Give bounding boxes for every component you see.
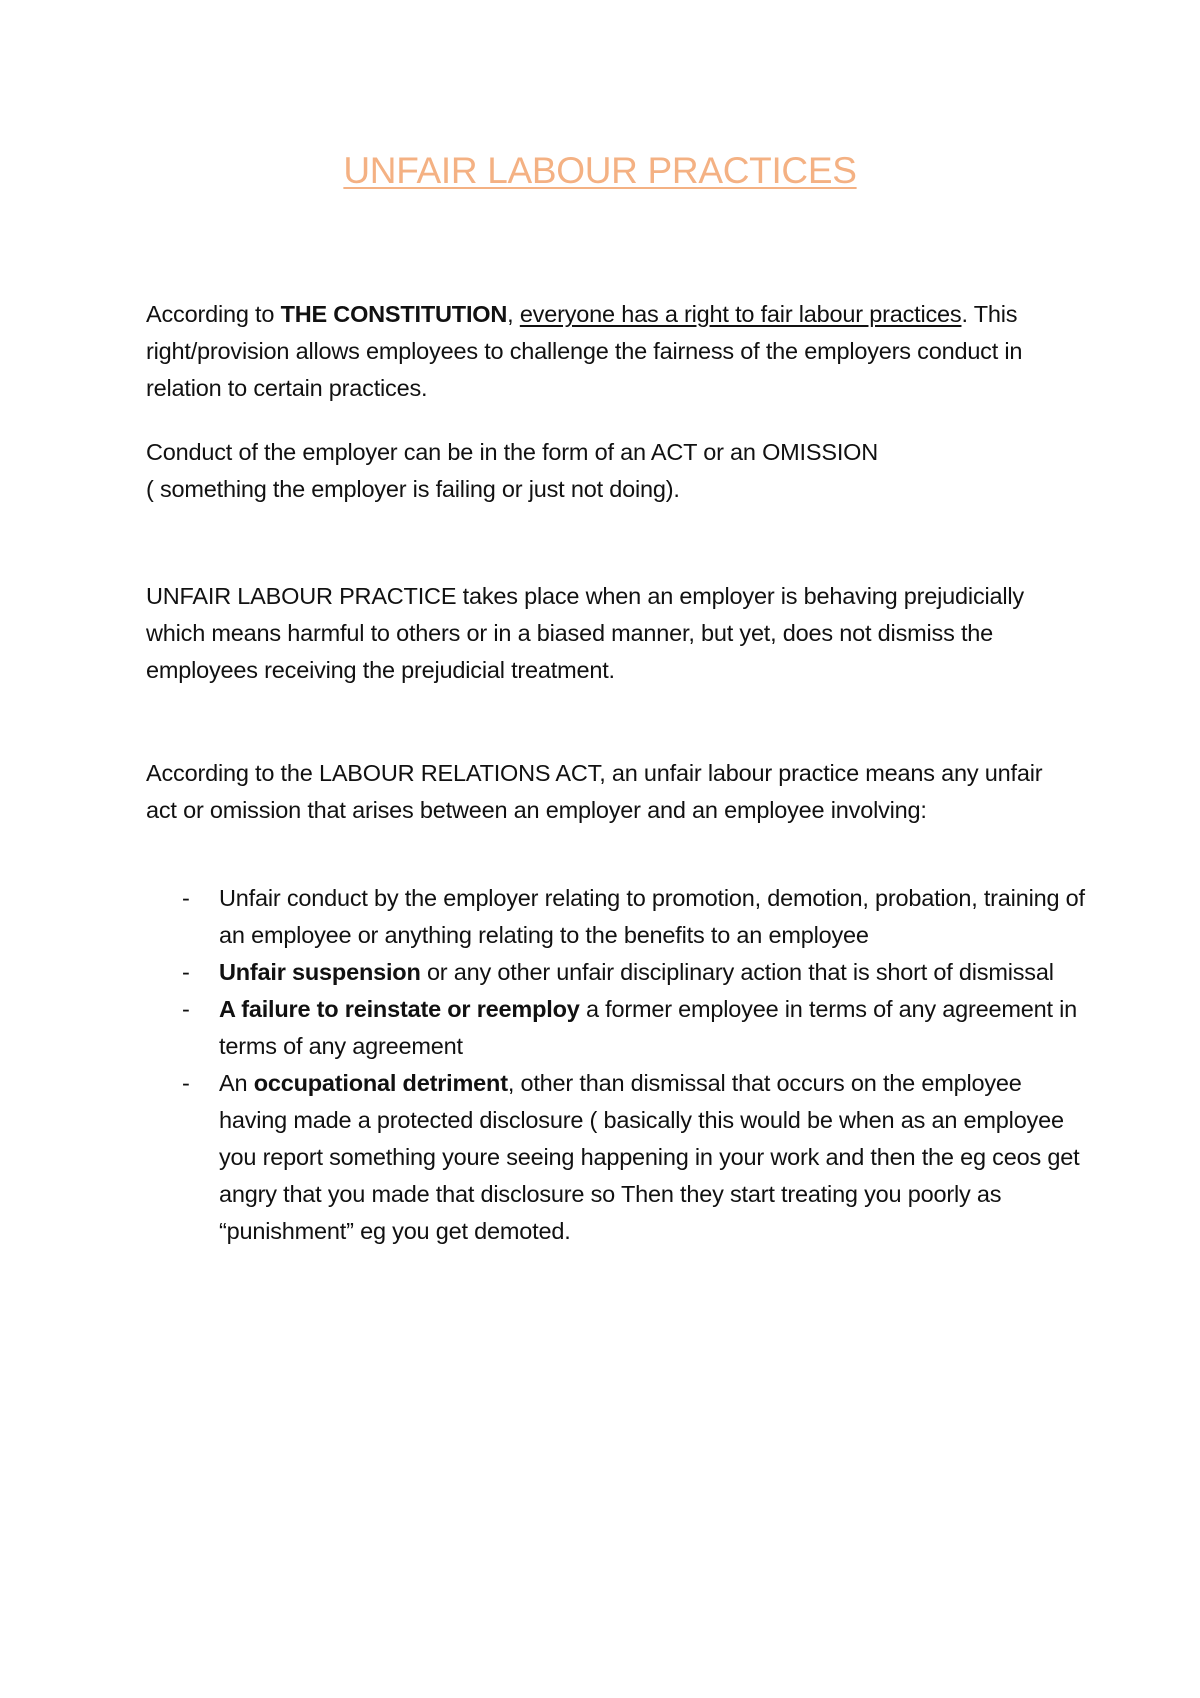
- bullet-dash: -: [182, 959, 190, 985]
- bullet-dash: -: [182, 996, 190, 1022]
- bullet-dash: -: [182, 885, 190, 911]
- list-item-text: , other than dismissal that occurs on the employee having made a protected disclosure ( basically this would be when as an employee you report something youre seeing happening in your work and then the eg ceos get angry that you made that disclosure so Then they start treating you poorly as “punishment” eg you get demoted.: [219, 1070, 1080, 1244]
- list-item-text: Unfair conduct by the employer relating to promotion, demotion, probation, training of an employee or anything relating to the benefits to an employee: [219, 885, 1085, 948]
- paragraph-definition: UNFAIR LABOUR PRACTICE takes place when an employer is behaving prejudicially which means harmful to others or in a biased manner, but yet, does not dismiss the employees receiving the prejudicial treatment.: [146, 583, 1024, 683]
- practices-list: [146, 880, 1086, 1250]
- list-item-bold: occupational detriment: [253, 1070, 508, 1096]
- constitution-bold: THE CONSTITUTION: [280, 301, 508, 327]
- list-item: [146, 880, 1086, 954]
- paragraph-line: Conduct of the employer can be in the form of an ACT or an OMISSION: [146, 439, 879, 465]
- list-item-text: a former employee in terms of any agreement in terms of any agreement: [219, 996, 1077, 1059]
- right-underlined: everyone has a right to fair labour practices: [519, 301, 962, 327]
- list-item: [146, 1065, 1086, 1250]
- list-item: [146, 954, 1086, 991]
- list-item-bold: A failure to reinstate or reemploy: [219, 996, 580, 1022]
- paragraph-conduct: [146, 434, 1076, 508]
- list-item-bold: Unfair suspension: [219, 959, 421, 985]
- paragraph-text: According to: [146, 301, 281, 327]
- list-item: [146, 991, 1086, 1065]
- paragraph-lra: According to the LABOUR RELATIONS ACT, an unfair labour practice means any unfair act or omission that arises between an employer and an employee involving:: [146, 760, 1043, 823]
- paragraph-constitution: [146, 296, 1076, 407]
- paragraph-line: ( something the employer is failing or just not doing).: [146, 476, 680, 502]
- list-item-text: An: [219, 1070, 254, 1096]
- list-item-text: or any other unfair disciplinary action that is short of dismissal: [420, 959, 1054, 985]
- paragraph-text: . This right/provision allows employees to challenge the fairness of the employers conduct in relation to certain practices.: [146, 301, 1023, 401]
- document-title: UNFAIR LABOUR PRACTICES: [343, 150, 857, 191]
- paragraph-text: ,: [507, 301, 520, 327]
- bullet-dash: -: [182, 1070, 190, 1096]
